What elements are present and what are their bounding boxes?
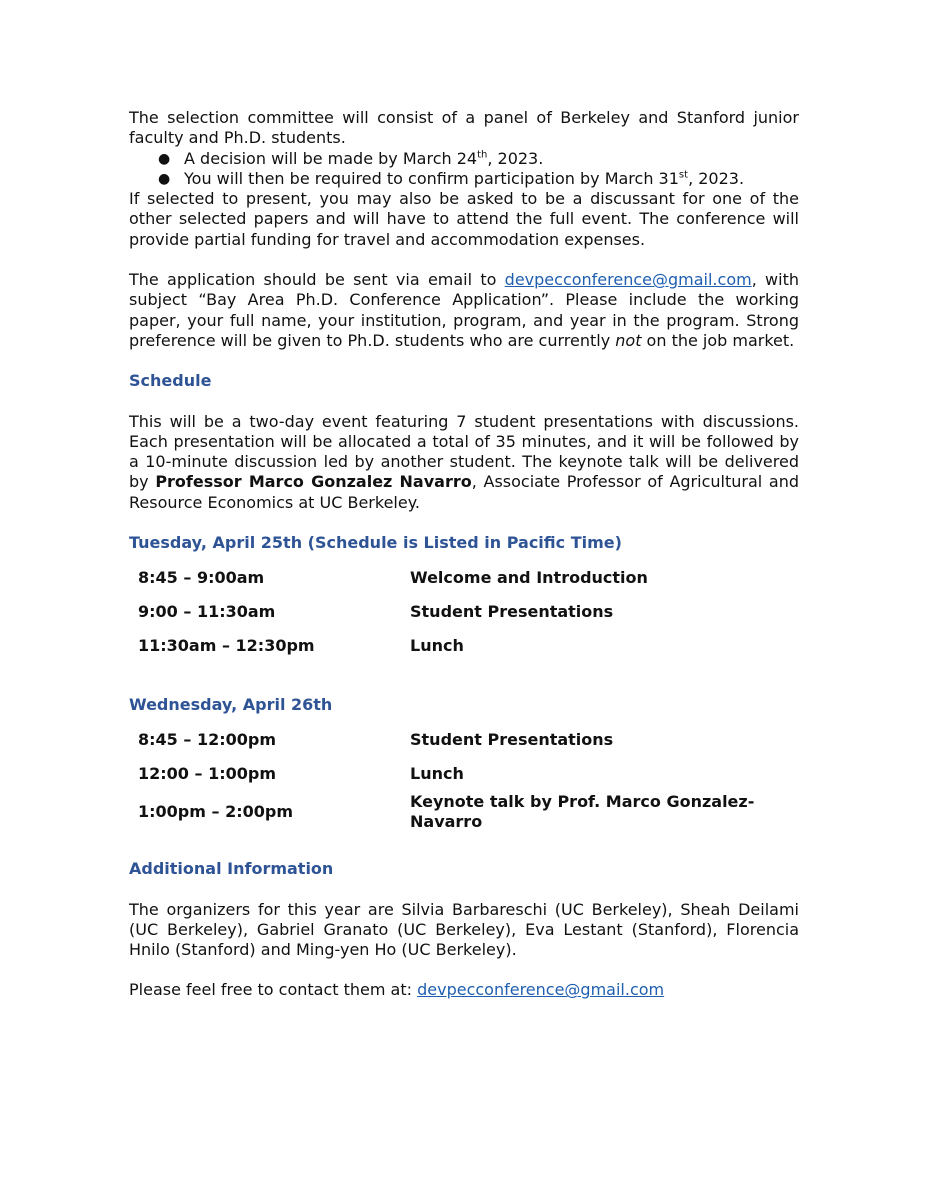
time-cell: 8:45 – 12:00pm — [138, 730, 276, 750]
list-item: ● You will then be required to confirm participation by March 31st, 2023. — [158, 168, 745, 188]
selection-intro: The selection committee will consist of a panel of Berkeley and Stanford junior faculty and Ph.D. students. — [129, 108, 799, 148]
table-row — [138, 595, 808, 629]
schedule-paragraph: This will be a two-day event featuring 7 student presentations with discussions. Each presentation will be allocated a total of 35 minutes, and it will be followed by a 10-minute discussion led by another student. The keynote talk will be delivered by Professor Marco Gonzalez Navarro, Associate Professor of Agricultural and Resource Economics at UC Berkeley. — [129, 411, 799, 512]
event-cell: Student Presentations — [410, 730, 614, 750]
time-cell: 8:45 – 9:00am — [138, 568, 265, 588]
event-cell: Lunch — [410, 636, 464, 656]
additional-info-heading: Additional Information — [129, 859, 334, 879]
event-cell: Lunch — [410, 764, 464, 784]
time-cell: 12:00 – 1:00pm — [138, 764, 276, 784]
table-row — [138, 758, 808, 792]
contact-email-link[interactable]: devpecconference@gmail.com — [417, 980, 665, 1000]
contact-paragraph: Please feel free to contact them at: devpecconference@gmail.com — [129, 980, 665, 1000]
day2-heading: Wednesday, April 26th — [129, 695, 333, 715]
table-row — [138, 724, 808, 758]
event-cell: Welcome and Introduction — [410, 568, 648, 588]
bullet-icon: ● — [158, 170, 171, 187]
table-row — [138, 792, 808, 833]
keynote-name: Professor Marco Gonzalez Navarro — [155, 472, 472, 492]
application-paragraph: The application should be sent via email to devpecconference@gmail.com, with subject “Bay Area Ph.D. Conference Application”. Please include the working paper, your full name, your institution, program, and year in the program. Strong preference will be given to Ph.D. students who are currently not on the job market. — [129, 270, 799, 350]
application-email-link[interactable]: devpecconference@gmail.com — [504, 270, 752, 290]
day2-schedule-table — [138, 724, 808, 833]
table-row — [138, 561, 808, 595]
time-cell: 9:00 – 11:30am — [138, 602, 276, 622]
time-cell: 11:30am – 12:30pm — [138, 636, 315, 656]
list-item: ● A decision will be made by March 24th, 2023. — [158, 148, 544, 168]
schedule-heading: Schedule — [129, 371, 212, 391]
deadline-list — [129, 149, 799, 190]
organizers-paragraph: The organizers for this year are Silvia Barbareschi (UC Berkeley), Sheah Deilami (UC Berkeley), Gabriel Granato (UC Berkeley), Eva Lestant (Stanford), Florencia Hnilo (Stanford) and Ming-yen Ho (UC Berkeley). — [129, 899, 799, 960]
time-cell: 1:00pm – 2:00pm — [138, 801, 293, 821]
discussant-paragraph: If selected to present, you may also be asked to be a discussant for one of the other selected papers and will have to attend the full event. The conference will provide partial funding for travel and accommodation expenses. — [129, 189, 799, 249]
bullet-icon: ● — [158, 150, 171, 167]
document-body — [129, 108, 799, 1001]
event-cell: Keynote talk by Prof. Marco Gonzalez-Navarro — [410, 791, 755, 831]
event-cell: Student Presentations — [410, 602, 614, 622]
table-row — [138, 629, 808, 663]
day1-schedule-table — [138, 561, 808, 663]
day1-heading: Tuesday, April 25th (Schedule is Listed in Pacific Time) — [129, 533, 622, 553]
